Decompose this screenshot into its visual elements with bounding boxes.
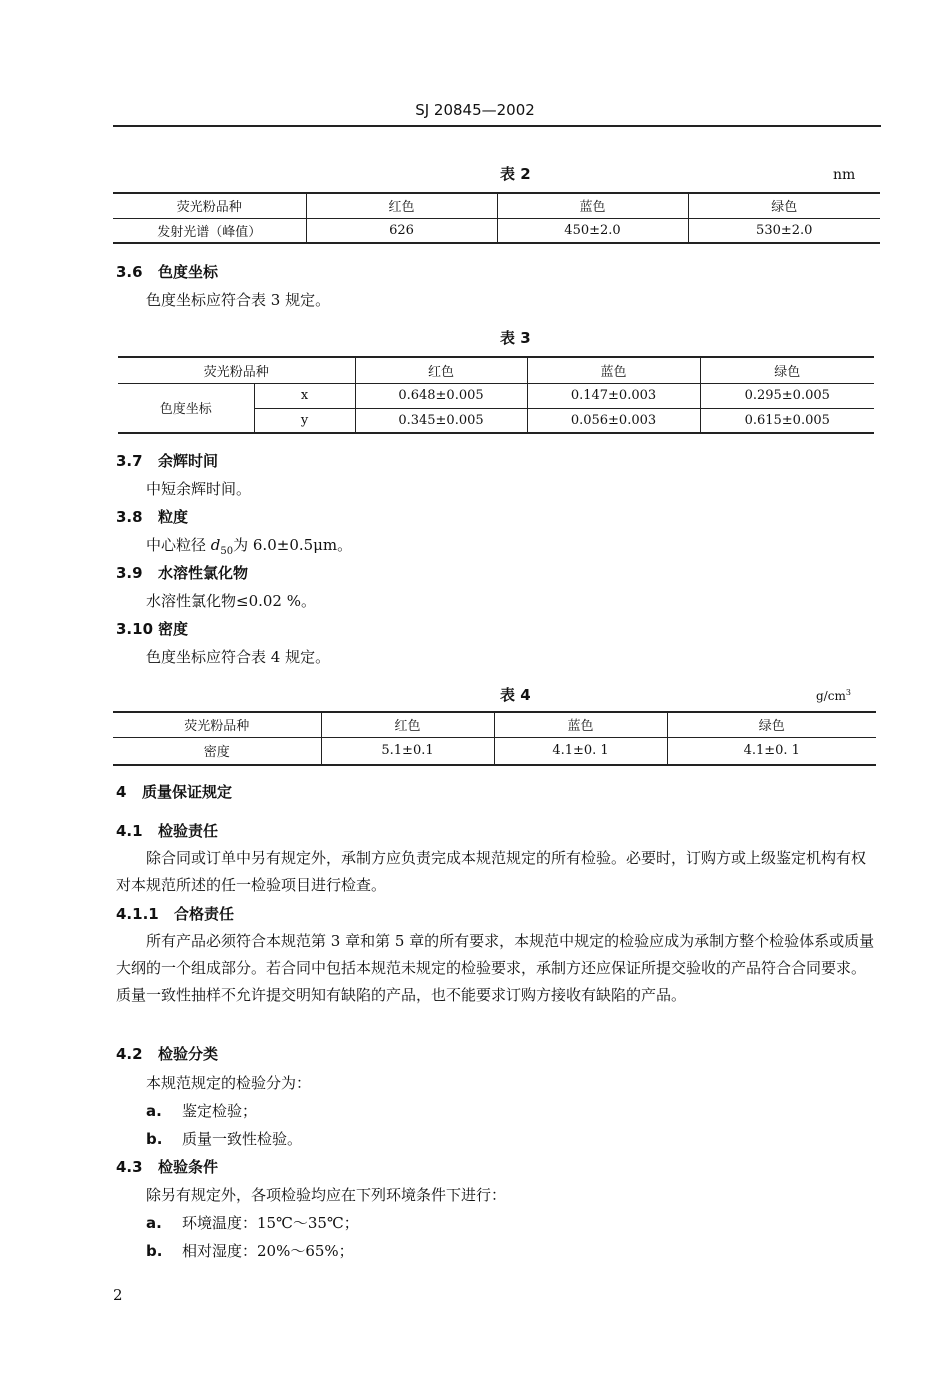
- section-title: 粒度: [158, 508, 189, 526]
- table3-cell: 0.147±0.003: [527, 383, 700, 408]
- table3-cell: 0.056±0.003: [527, 408, 700, 433]
- section-title: 检验责任: [158, 822, 219, 840]
- section-number: 4.3: [116, 1158, 143, 1176]
- table2-unit: nm: [833, 167, 856, 183]
- section-3-7-heading: [116, 450, 218, 471]
- section-4-3-text: 除另有规定外，各项检验均应在下列环境条件下进行：: [146, 1186, 507, 1204]
- section-title: 检验条件: [158, 1158, 219, 1176]
- section-title: 水溶性氯化物: [158, 564, 249, 582]
- table3-cell: 0.295±0.005: [700, 383, 874, 408]
- page-number: 2: [113, 1286, 123, 1304]
- table2-header-cell: 红色: [306, 193, 497, 218]
- table4-cell: 4.1±0. 1: [494, 737, 667, 765]
- table3-cell: x: [254, 383, 355, 408]
- section-4-2-text: 本规范规定的检验分为：: [146, 1074, 312, 1092]
- text-part: 中心粒径: [146, 536, 211, 554]
- unit-superscript: 3: [845, 688, 851, 697]
- table3-cell: y: [254, 408, 355, 433]
- list-label: a.: [146, 1102, 162, 1120]
- table3: [118, 356, 874, 434]
- table3-cell: 0.648±0.005: [355, 383, 527, 408]
- table2-cell: 450±2.0: [497, 218, 688, 243]
- section-3-6-text: 色度坐标应符合表 3 规定。: [146, 291, 331, 309]
- list-item: [146, 1128, 302, 1149]
- table3-cell: 0.345±0.005: [355, 408, 527, 433]
- section-3-8-heading: [116, 506, 188, 527]
- table2-header-cell: 绿色: [688, 193, 880, 218]
- section-number: 4.1: [116, 822, 143, 840]
- section-title: 色度坐标: [158, 263, 219, 281]
- section-number: 4.1.1: [116, 905, 159, 923]
- section-number: 3.7: [116, 452, 143, 470]
- table3-header-cell: 荧光粉品种: [203, 364, 269, 380]
- table2-caption: 表 2: [500, 165, 531, 183]
- table2-header-cell: 荧光粉品种: [176, 200, 242, 216]
- section-4-1-1-text: 所有产品必须符合本规范第 3 章和第 5 章的所有要求，本规范中规定的检验应成为承制方整个检验体系或质量大纲的一个组成部分。若合同中包括本规范未规定的检验要求，承制方还应保证所提交验收的产品符合合同要求。质量一致性抽样不允许提交明知有缺陷的产品，也不能要求订购方接收有缺陷的产品。: [116, 932, 875, 1004]
- table4-header-cell: 荧光粉品种: [184, 719, 250, 735]
- section-3-9-text: 水溶性氯化物≤0.02 %。: [146, 592, 316, 610]
- section-3-6-heading: [116, 261, 218, 282]
- header-rule: [113, 125, 881, 127]
- section-title: 合格责任: [174, 905, 235, 923]
- section-number: 4.2: [116, 1045, 143, 1063]
- section-number: 3.9: [116, 564, 143, 582]
- section-4-2-heading: [116, 1043, 218, 1064]
- table3-header-cell: 红色: [355, 357, 527, 383]
- text-part: 为 6.0±0.5μm。: [233, 536, 353, 554]
- table3-header-cell: 蓝色: [527, 357, 700, 383]
- section-number: 3.8: [116, 508, 143, 526]
- section-4-3-heading: [116, 1156, 218, 1177]
- unit-text: g/cm: [816, 689, 846, 703]
- table4-unit: [816, 688, 851, 703]
- section-title: 检验分类: [158, 1045, 219, 1063]
- section-3-8-text: [146, 534, 352, 557]
- list-item: [146, 1240, 354, 1261]
- list-text: 环境温度：15℃～35℃；: [182, 1214, 359, 1232]
- section-3-10-heading: [116, 618, 188, 639]
- table2: [113, 192, 880, 244]
- list-text: 鉴定检验；: [182, 1102, 258, 1120]
- list-label: a.: [146, 1214, 162, 1232]
- symbol-subscript: 50: [220, 546, 234, 557]
- page-header: SJ 20845—2002: [415, 101, 535, 119]
- table3-row-label: 色度坐标: [118, 383, 254, 433]
- table4-cell: 密度: [113, 737, 321, 765]
- section-number: 4: [116, 783, 127, 801]
- table3-cell: 0.615±0.005: [700, 408, 874, 433]
- table2-header-cell: 蓝色: [497, 193, 688, 218]
- table2-cell: 626: [306, 218, 497, 243]
- table3-caption: 表 3: [500, 329, 531, 347]
- table4-header-cell: 蓝色: [494, 712, 667, 737]
- table4-header-cell: 红色: [321, 712, 494, 737]
- section-4-1-1-heading: [116, 903, 234, 924]
- section-4-1-heading: [116, 820, 218, 841]
- table2-cell: 530±2.0: [688, 218, 880, 243]
- section-number: 3.10: [116, 620, 154, 638]
- section-3-9-heading: [116, 562, 248, 583]
- table4-cell: 5.1±0.1: [321, 737, 494, 765]
- section-title: 质量保证规定: [142, 783, 233, 801]
- section-4-1-text: 除合同或订单中另有规定外，承制方应负责完成本规范规定的所有检验。必要时，订购方或上级鉴定机构有权对本规范所述的任一检验项目进行检查。: [116, 849, 867, 894]
- list-label: b.: [146, 1242, 163, 1260]
- symbol-d: d: [210, 536, 221, 554]
- table3-header-cell: 绿色: [700, 357, 874, 383]
- table4-cell: 4.1±0. 1: [667, 737, 876, 765]
- list-item: [146, 1100, 257, 1121]
- section-3-10-text: 色度坐标应符合表 4 规定。: [146, 648, 331, 666]
- section-number: 3.6: [116, 263, 143, 281]
- table4-header-cell: 绿色: [667, 712, 876, 737]
- list-item: [146, 1212, 359, 1233]
- section-title: 密度: [158, 620, 189, 638]
- list-text: 相对湿度：20%～65%；: [182, 1242, 354, 1260]
- table2-cell: 发射光谱（峰值）: [113, 218, 306, 243]
- list-label: b.: [146, 1130, 163, 1148]
- list-text: 质量一致性检验。: [182, 1130, 303, 1148]
- section-title: 余辉时间: [158, 452, 219, 470]
- section-4-heading: [116, 781, 232, 802]
- table4: [113, 711, 876, 766]
- table4-caption: 表 4: [500, 686, 531, 704]
- section-3-7-text: 中短余辉时间。: [146, 480, 252, 498]
